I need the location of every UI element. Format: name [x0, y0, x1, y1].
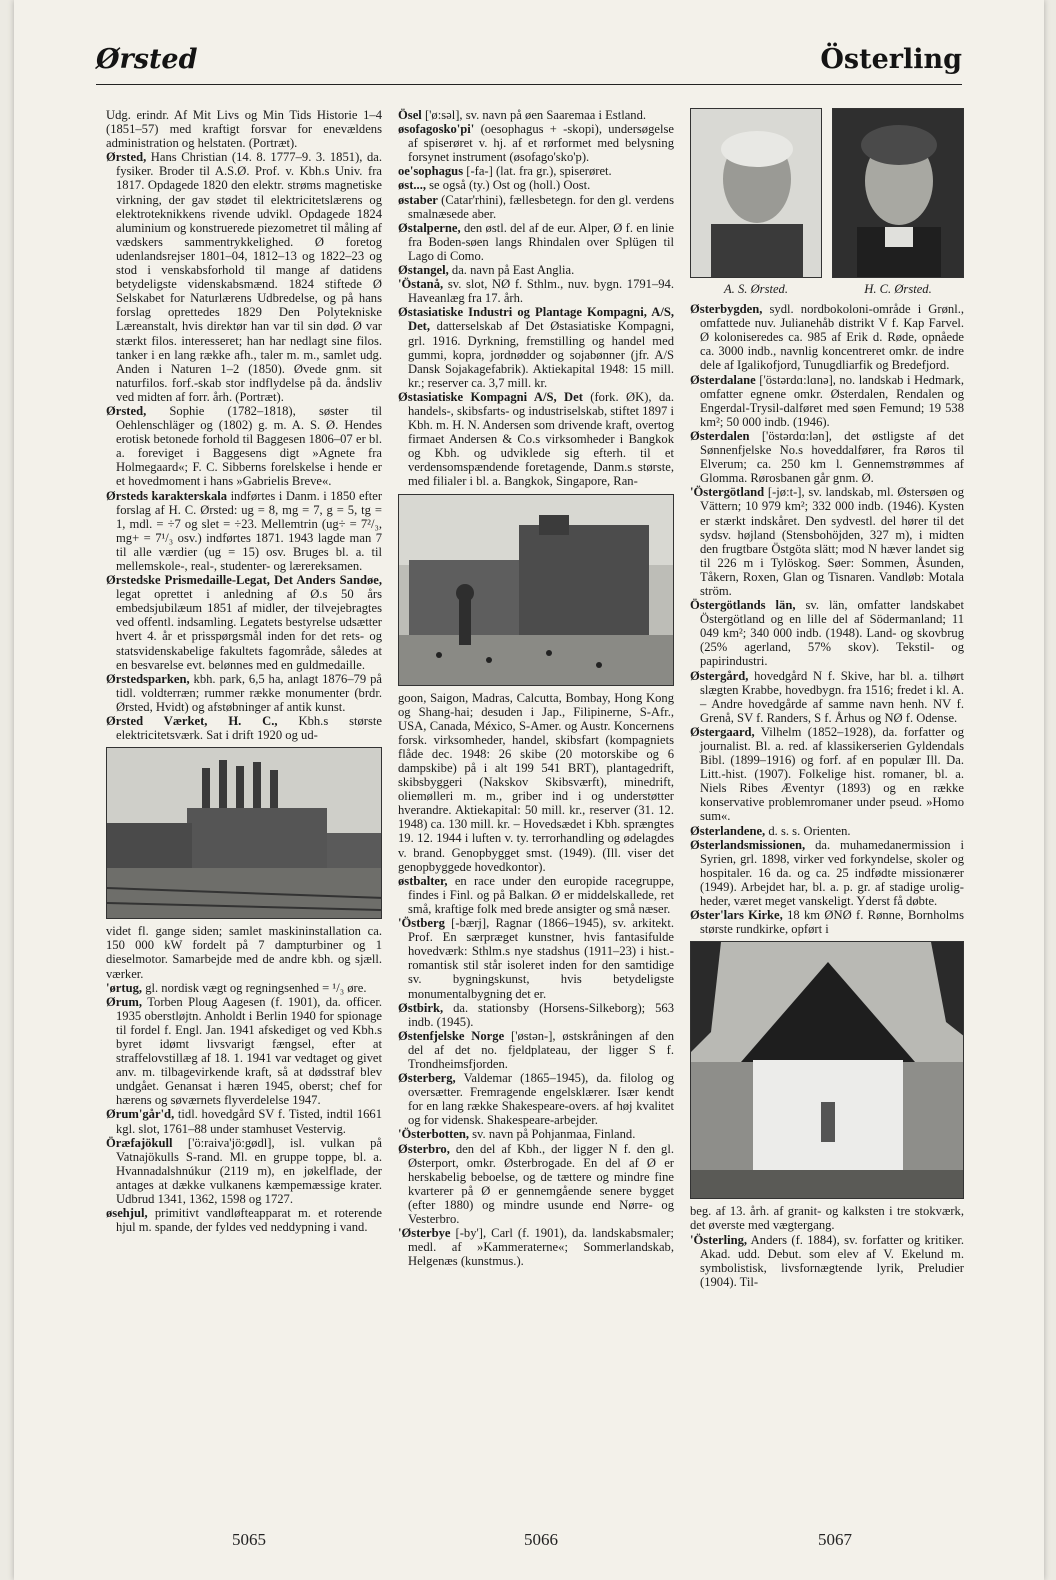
entry-text: sv. län, omfatter landskabet Östergötland og en lille del af Södermanland; 11 049 km²; 340 000 indb. (1948). Land- og skovbrug (25% agerland, 57% skov). Tekstil- og papirindustri. [700, 598, 964, 669]
entry-text: (fork. ØK), da. handels-, skibsfarts- og industriselskab, stiftet 1897 i Kbh. m. H. N. Andersen som drivende kraft, overtog firmaet Andersen & Co.s virksomheder i Bangkok og Kbh. og udviklede sig efterh. til et verdensomspændende foretagende, Danm.s største, med filialer i bl. a. Bangkok, Singapore, Ran- [408, 389, 674, 489]
entry-text: tidl. hovedgård SV f. Tisted, indtil 1661 kgl. slot, 1761–88 under stamhuset Vestervig. [116, 1107, 383, 1136]
header-rule [96, 84, 962, 85]
entry-headword: 'Österbotten, [398, 1127, 469, 1142]
entry-text: Valdemar (1865–1945), da. filolog og oversætter. Fremragende engelsklærer. Især kendt for en lang række Shakespeare-overs. af høj kvalitet og for vidensk. Shakespeare-arbejder. [408, 1071, 675, 1128]
entry-headword: Ørsteds karakterskala [106, 488, 228, 503]
entry-headword: øsehjul, [106, 1206, 148, 1221]
entry-text: ['ö:raiva'jö:gødl], isl. vulkan på Vatnajökulls S-rand. Ml. en gruppe toppe, bl. a. Hvannadalshnúkur (2119 m), en jøkelflade, der antages at dække vulkanens kæmpemæssige krater. Udbrud 1341, 1362, 1598 og 1727. [116, 1135, 382, 1206]
entry-text: Vilhelm (1852–1928), da. forfatter og journalist. Bl. a. red. af klassikerserien Gyldendals Bibl. (1899–1916) og forf. af en populær Ill. Da. Litt.-hist. (1907). Folkelige hist. romaner, bl. a. Niels Ribes Æventyr (1893) og en række konservative problemromaner under pseud. »Homo sum«. [700, 724, 964, 824]
dictionary-page [14, 0, 1044, 1580]
column-3-entries-bottom [690, 1204, 964, 1289]
entry [398, 164, 674, 178]
entry-text: da. muhamedanermission i Syrien, grl. 1898, virker ved forkyndelse, skoler og hospitaler. 16 da. og ca. 25 indfødte missionærer (1949). Arbejdet har, bl. a. p. gr. af stadige uroligheder, været meget vanskeligt. Yderst få døbte. [700, 837, 964, 909]
entry-text: [-bærj], Ragnar (1866–1945), sv. arkitekt. Prof. En særpræget kunstner, hvis fantasifulde hovedværk: Sthlm.s nye stadshus (1911–23) i hist.-romantisk stil står isoleret inden for den samtidige sv. bygningskunst, hvis betydeligste monumentalbygning det er. [408, 916, 674, 1001]
page-number-middle: 5066 [524, 1530, 558, 1549]
entry-text: sv. slot, NØ f. Sthlm., nuv. bygn. 1791–94. Haveanlæg fra 17. årh. [408, 277, 674, 306]
entry [690, 725, 964, 824]
entry [398, 1142, 674, 1227]
entry-text: den del af Kbh., der ligger N f. den gl. Østerport, omkr. Østerbrogade. En del af Ø er herskabelig beboelse, og de tættere og mindre fine kvarterer på Ø er gennemgående senere bygget (efter 1880) og mindre usunde end Nørre- og Vesterbro. [408, 1141, 674, 1226]
entry [106, 150, 382, 404]
entry-text: Udg. erindr. Af Mit Livs og Min Tids Historie 1–4 (1851–57) med kraftigt forsvar for enevældens administration og helstaten. (Portræt). [106, 108, 382, 151]
entry-headword: Ørstedsparken, [106, 671, 190, 686]
entry-headword: Østangel, [398, 263, 449, 278]
column-1-entries-top [106, 108, 382, 742]
entry [106, 1136, 382, 1206]
entry [398, 277, 674, 305]
entry-headword: Østerberg, [398, 1071, 456, 1086]
entry-headword: Østerlandene, [690, 823, 766, 838]
entry [398, 874, 674, 916]
entry [106, 981, 382, 995]
entry [690, 1233, 964, 1289]
entry-text: ['östərdɑ:lən], det østligste af det Sønnenfjelske No.s hoveddalfører, fra Røros til Elverum; ca. 250 km l. Gennemstrømmes af Glomma. Rørosbanen går gnm. Ø. [700, 428, 964, 486]
entry-text: (Catar'rhini), fællesbetegn. for den gl. verdens smalnæsede aber. [408, 192, 674, 221]
entry-headword: 'Östergötland [690, 485, 765, 500]
entry [106, 108, 382, 150]
portrait-as-orsted-caption: A. S. Ørsted. [723, 282, 788, 296]
entry-headword: Ørsted, [106, 403, 147, 418]
entry-text: Torben Ploug Aagesen (f. 1901), da. officer. 1935 oberstløjtn. Anholdt i Berlin 1940 for spionage til fordel f. Engl. Jan. 1941 afskediget og ved Kbh.s byret idømt livsvarigt fængsel, efter at straffelovstillæg af 18. 1. 1941 var vedtaget og givet anv. m. tilbagevirkende kraft, så at dødsstraf blev undgået. Genansat i hæren 1945, oberst; chef for hærens og søværnets flyverdelelse 1947. [116, 994, 382, 1108]
entry-headword: Østerbro, [398, 1141, 450, 1156]
factory-photo-image [107, 748, 382, 918]
running-header-right: Österling [820, 44, 962, 75]
column-3 [690, 108, 964, 1289]
entry [106, 924, 382, 980]
entry-text: videt fl. gange siden; samlet maskininstallation ca. 150 000 kW fordelt på 7 dampturbiner og 1 dieselmotor. Samarbejde med de andre kbh. og sjæll. værker. [106, 924, 382, 981]
entry-text: legat oprettet i anledning af Ø.s 50 års embedsjubilæum 1851 af midler, der tilvejebragtes ved offentl. indsamling. Legatets bestyrelse udsætter hvert 4. år et prisspørgsmål inden for det rets- og statsvidenskabelige fakultets fagområde, således at en besvarelse evt. belønnes med en guldmedaille. [116, 587, 382, 672]
entry-text: Anders (f. 1884), sv. forfatter og kritiker. Akad. udd. Debut. som elev af V. Ekelund m. symbolistisk, livsfornægtende lyrik, Preludier (1904). Til- [700, 1232, 964, 1289]
factory-photo [106, 747, 382, 919]
entry-text: sv. navn på Pohjanmaa, Finland. [472, 1127, 636, 1142]
church-photo-image [691, 942, 964, 1198]
column-3-entries-top [690, 302, 964, 936]
column-2 [398, 108, 674, 1268]
entry [690, 598, 964, 668]
entry-text: gl. nordisk vægt og regningsenhed = ¹/₃ øre. [145, 980, 367, 995]
entry-text: (oesophagus + -skopi), undersøgelse af spiserøret v. hj. af et rørformet med belysning forsynet instrument (øsofago'sko'p). [408, 122, 674, 165]
entry-text: Hans Christian (14. 8. 1777–9. 3. 1851), da. fysiker. Broder til A.S.Ø. Prof. v. Kbh.s Univ. fra 1817. Opdagede 1820 den elektr. strøms magnetiske virkning, der gav stødet til elektricitetslærens og elektroteknikkens rivende udvikl. Opdagede 1824 aluminium og konstruerede piezometret til måling af vædskers sammentrykkelighed. Ø foretog udenlandsrejser 1801–04, 1812–13 og 1822–23 og stod i venskabsforhold til mange af datidens betydeligste videnskabsmænd. 1824 stiftede Ø Selskabet for Naturlærens Udbredelse, og på hans forslag oprettedes 1829 Den Polytekniske Læreanstalt, hvis direktør han var til sin død. Ø var stærkt filos. interesseret; han har nedlagt sine filos. tanker i en lang række afh., taler m. m., samlet udg. Anden i Naturen 1–2 (1850). Øvede gnm. sit naturfilos. forf.-skab stor indflydelse på da. åndsliv ved midten af forr. årh. (Portræt). [116, 150, 382, 404]
entry [398, 1127, 674, 1141]
entry [398, 1071, 674, 1127]
entry [398, 305, 674, 390]
square-photo [398, 494, 674, 686]
entry [398, 916, 674, 1001]
column-2-entries-bottom [398, 691, 674, 1269]
entry-text: en race under den europide racegruppe, findes i Finl. og på Balkan. Ø er middelskallede, ret små, kraftige folk med brede ansigter og små næser. [408, 873, 674, 916]
entry-headword: Öræfajökull [106, 1135, 173, 1150]
portrait-hc-orsted-caption: H. C. Ørsted. [864, 282, 932, 296]
entry-headword: Østalperne, [398, 220, 461, 235]
column-1-entries-bottom [106, 924, 382, 1234]
entry-headword: Østerbygden, [690, 302, 763, 317]
entry-headword: østbalter, [398, 873, 448, 888]
entry-headword: Ösel [398, 108, 422, 122]
entry [398, 390, 674, 489]
entry [106, 573, 382, 672]
entry-text: goon, Saigon, Madras, Calcutta, Bombay, Hong Kong og Shang-hai; desuden i Jap., Filipinerne, S-Afr., USA, Canada, México, S-Amer. og Austr. Koncernens forsk. virksomheder, handel, skibsfart (kompagniets flåde dec. 1948: 26 skibe (20 motorskibe og 6 dampskibe) på i alt 199 541 BRT), plantagedrift, skibsbyggeri (Nakskov Skibsværft), minedrift, oliemølleri m. m., griber ind i og understøtter hverandre. Aktiekapital: 50 mill. kr., reserver (31. 12. 1948) ca. 130 mill. kr. – Hovedsædet i Kbh. sprængtes 19. 12. 1944 i luften v. ty. terrorhandling og ødelagdes v. brand. Genopbygget smst. (1949). (Ill. viser det genopbyggede hovedkontor). [398, 690, 674, 874]
entry-headword: Østerlandsmissionen, [690, 837, 806, 852]
portraits [690, 108, 964, 296]
church-photo [690, 941, 964, 1199]
column-1 [106, 108, 382, 1234]
entry [398, 1001, 674, 1029]
entry [106, 672, 382, 714]
entry-headword: Ørsted Værket, H. C., [106, 714, 278, 729]
entry-text: hovedgård N f. Skive, har bl. a. tilhørt slægten Krabbe, hovedbygn. fra 1516; fredet i kl. A. – Andre hovedgårde af samme navn henh. NV f. Grenå, SV f. Randers, S f. Århus og NØ f. Odense. [700, 668, 964, 725]
entry [398, 193, 674, 221]
entry-text: kbh. park, 6,5 ha, anlagt 1876–79 på tidl. voldterræn; rummer række monumenter (brdr. Ørsted, Hvidt) og afstøbninger af antik kunst. [116, 671, 382, 714]
entry [106, 1107, 382, 1135]
entry-headword: Østasiatiske Industri og Plantage Kompagni, A/S, Det, [398, 305, 674, 334]
entry-headword: Østergård, [690, 668, 749, 683]
entry-headword: Østenfjelske Norge [398, 1028, 505, 1043]
portrait-as-orsted-image [690, 108, 822, 278]
entry [398, 178, 674, 192]
entry-headword: Østbirk, [398, 1000, 444, 1015]
entry [690, 669, 964, 725]
entry-text: ['østən-], østskråningen af den del af det no. fjeldplateau, der ligger S f. Trondheimsfjorden. [408, 1028, 674, 1071]
entry [106, 1206, 382, 1234]
entry [398, 108, 674, 122]
entry-headword: Østergaard, [690, 724, 755, 739]
entry-text: ['östərdɑ:lɑnə], no. landskab i Hedmark, omfatter egnene omkr. Østerdalen, Rendalen og Engerdal-Trysil-dalføret med søen Femund; 19 538 km²; 50 000 indb. (1946). [700, 372, 964, 429]
entry-text: se også (ty.) Ost og (holl.) Oost. [429, 178, 591, 193]
entry-text: primitivt vandløfteapparat m. et roterende hjul m. spande, der fyldes ved neddypning i vand. [116, 1206, 382, 1235]
entry-headword: Ørum, [106, 994, 143, 1009]
entry-headword: Østerdalane [690, 372, 756, 387]
entry-headword: 'Östberg [398, 916, 445, 931]
portrait-as-orsted [690, 108, 822, 296]
entry-headword: 'Österling, [690, 1232, 748, 1247]
entry [690, 302, 964, 372]
entry-headword: Ørstedske Prismedaille-Legat, Det Anders Sandøe, [106, 573, 382, 588]
entry [690, 1204, 964, 1232]
entry-text: indførtes i Danm. i 1850 efter forslag af H. C. Ørsted: ug = 8, mg = 7, g = 5, tg = 1, mdl. = ÷7 og slet = ÷23. Mellemtrin (ug÷ = 7²/₃, mg+ = 7¹/₃ osv.) indførtes 1871. 1943 lagde man 7 til alle værdier (ug = 15) osv. Bruges bl. a. til mellemskole-, real-, studenter- og lærereksamen. [116, 488, 383, 573]
entry-text: Sophie (1782–1818), søster til Oehlenschläger og (1802) g. m. A. S. Ø. Hendes erotisk betonede forhold til Baggesen 1806–07 er bl. a. foreviget i Baggesens digt »Agnete fra Holmegaard«; F. C. Sibberns forelskelse i hende er et hovedmoment i hans »Gabrielis Breve«. [116, 403, 382, 489]
entry [690, 838, 964, 908]
entry [106, 995, 382, 1108]
entry-text: d. s. s. Orienten. [768, 823, 851, 838]
column-2-entries-top [398, 108, 674, 489]
entry [690, 485, 964, 598]
entry-headword: Øster'lars Kirke, [690, 908, 783, 923]
entry-text: [-fa-] (lat. fra gr.), spiserøret. [466, 164, 612, 179]
entry-headword: 'Østerbye [398, 1226, 451, 1241]
entry [690, 373, 964, 429]
entry-headword: øst..., [398, 178, 426, 193]
entry [106, 714, 382, 742]
entry [398, 263, 674, 277]
page-number-right: 5067 [818, 1530, 852, 1549]
entry [690, 908, 964, 936]
entry-headword: oe'sophagus [398, 164, 464, 179]
entry-headword: 'Östanå, [398, 277, 444, 292]
entry [398, 691, 674, 874]
entry-text: datterselskab af Det Østasiatiske Kompagni, grl. 1916. Dyrkning, fremstilling og handel med gummi, kopra, jordnødder og sojabønner (jfr. A/S Dansk Sojakagefabrik). Aktiekapital 1948: 15 mill. kr.; reserver ca. 3,7 mill. kr. [408, 319, 674, 390]
entry-text: beg. af 13. årh. af granit- og kalksten i tre stokværk, det øverste med vægtergang. [690, 1204, 964, 1233]
entry-headword: Ørsted, [106, 150, 147, 165]
entry-text: [-jø:t-], sv. landskab, ml. Østersøen og Vättern; 10 979 km²; 332 000 indb. (1946). Kysten er stærkt indskåret. Den sydvestl. del hører til det sydsv. højland (Stensbohöjden, 327 m), i midten den frugtbare Östgöta slätt; mod N hæver landet sig til 226 m i Tylöskog. Søer: Sommen, Åsunden, Tåkern, Roxen, Glan og Tisnaren. Vandløb: Motala ström. [700, 485, 964, 598]
entry-text: sydl. nordbokoloni-område i Grønl., omfattede nuv. Julianehåb distrikt V f. Kap Farvel. Ø koloniseredes ca. 985 af Erik d. Røde, opnåede ca. 3000 indb., navnlig koncentreret omkr. de indre dele af Igalikofjord, Tunugdliarfik og Bredefjord. [700, 302, 964, 373]
entry-text: [-by'], Carl (f. 1901), da. landskabsmaler; medl. af »Kammeraterne«; Sommerlandskab, Helgenæs (kunstmus.). [408, 1226, 675, 1269]
entry-headword: østaber [398, 192, 438, 207]
entry-headword: Østasiatiske Kompagni A/S, Det [398, 389, 583, 404]
entry-text: den østl. del af de eur. Alper, Ø f. en linie fra Boden-søen langs Rhindalen over Splügen til Lago di Como. [408, 220, 674, 263]
entry [106, 404, 382, 489]
entry-headword: Østerdalen [690, 428, 750, 443]
entry [690, 429, 964, 485]
entry [398, 122, 674, 164]
entry [398, 221, 674, 263]
entry-text: da. stationsby (Horsens-Silkeborg); 563 indb. (1945). [408, 1000, 674, 1029]
entry-headword: Östergötlands län, [690, 598, 796, 613]
entry-text: ['ø:səl], sv. navn på øen Saaremaa i Estland. [424, 108, 647, 122]
entry-headword: 'ørtug, [106, 980, 143, 995]
entry-text: da. navn på East Anglia. [451, 263, 575, 278]
entry-text: Kbh.s største elektricitetsværk. Sat i drift 1920 og ud- [116, 714, 382, 743]
entry-headword: øsofagosko'pi' [398, 122, 475, 137]
entry [690, 824, 964, 838]
portrait-hc-orsted-image [832, 108, 964, 278]
page-number-left: 5065 [232, 1530, 266, 1549]
square-photo-image [399, 495, 674, 685]
entry [106, 489, 382, 574]
entry [398, 1029, 674, 1071]
entry-headword: Ørum'går'd, [106, 1107, 175, 1122]
running-header-left: Ørsted [96, 44, 198, 75]
entry-text: 18 km ØNØ f. Rønne, Bornholms største rundkirke, opført i [700, 908, 964, 937]
portrait-hc-orsted [832, 108, 964, 296]
entry [398, 1226, 674, 1268]
